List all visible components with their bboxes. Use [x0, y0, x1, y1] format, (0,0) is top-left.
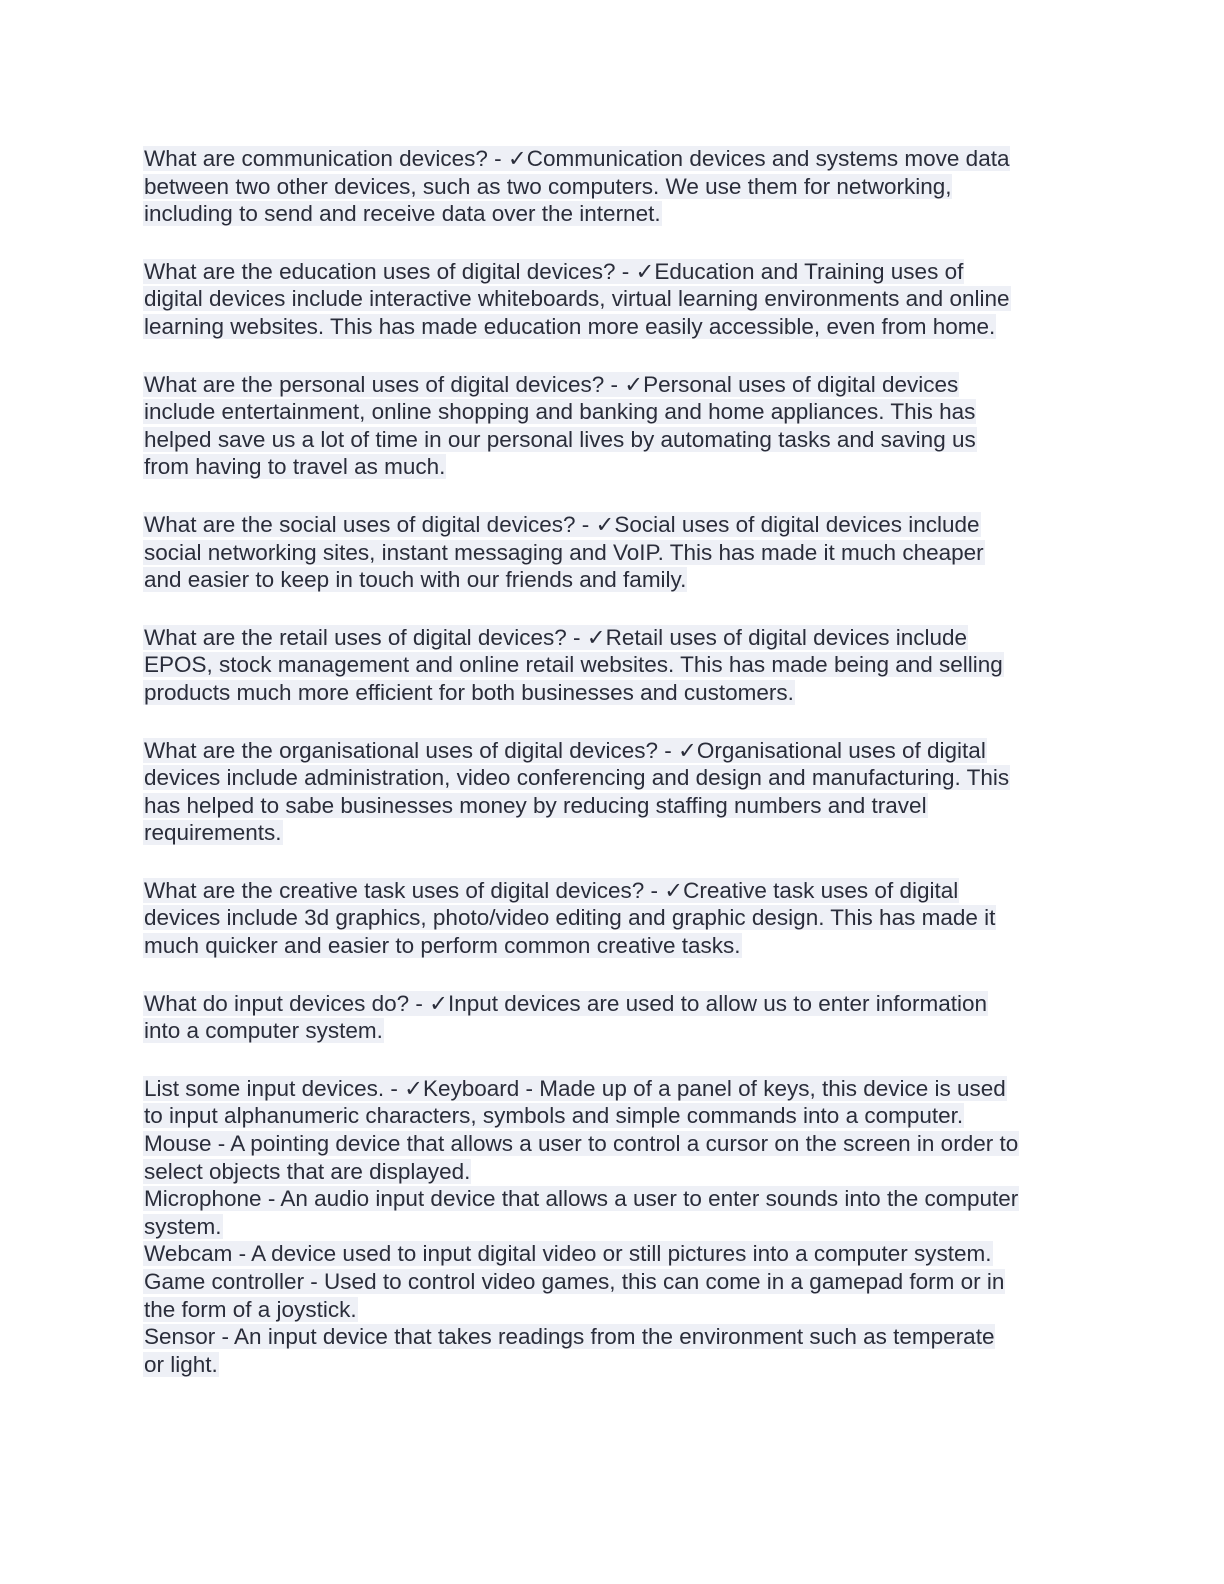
- text-line: learning websites. This has made education more easily accessible, even from home.: [144, 313, 996, 339]
- text-line: What are the creative task uses of digital devices? - ✓Creative task uses of digital: [144, 877, 959, 903]
- text-line: EPOS, stock management and online retail websites. This has made being and selling: [144, 652, 1003, 678]
- qa-item-social: [143, 511, 1083, 594]
- text-line: What are the organisational uses of digital devices? - ✓Organisational uses of digital: [144, 737, 986, 763]
- text-line: devices include administration, video conferencing and design and manufacturing. This: [144, 765, 1010, 791]
- qa-item-creative: [143, 877, 1083, 960]
- qa-item-input-devices: [143, 990, 1083, 1045]
- qa-item-personal: [143, 371, 1083, 481]
- text-line: devices include 3d graphics, photo/video editing and graphic design. This has made it: [144, 905, 996, 931]
- text-line: digital devices include interactive whiteboards, virtual learning environments and online: [144, 286, 1010, 312]
- text-line: Webcam - A device used to input digital video or still pictures into a computer system.: [144, 1241, 992, 1267]
- text-line: social networking sites, instant messaging and VoIP. This has made it much cheaper: [144, 539, 984, 565]
- text-line: Sensor - An input device that takes readings from the environment such as temperate: [144, 1324, 995, 1350]
- text-line: What are the retail uses of digital devices? - ✓Retail uses of digital devices include: [144, 624, 968, 650]
- text-line: and easier to keep in touch with our friends and family.: [144, 567, 687, 593]
- text-line: helped save us a lot of time in our personal lives by automating tasks and saving us: [144, 426, 976, 452]
- qa-item-education: [143, 258, 1083, 341]
- text-line: or light.: [144, 1351, 218, 1377]
- text-line: What are the social uses of digital devices? - ✓Social uses of digital devices include: [144, 511, 980, 537]
- text-line: including to send and receive data over the internet.: [144, 201, 661, 227]
- text-line: select objects that are displayed.: [144, 1158, 471, 1184]
- text-line: Mouse - A pointing device that allows a user to control a cursor on the screen in order to: [144, 1131, 1019, 1157]
- text-line: between two other devices, such as two computers. We use them for networking,: [144, 173, 952, 199]
- qa-item-organisational: [143, 737, 1083, 847]
- text-line: What are the education uses of digital devices? - ✓Education and Training uses of: [144, 258, 964, 284]
- text-line: the form of a joystick.: [144, 1296, 357, 1322]
- text-line: What do input devices do? - ✓Input devices are used to allow us to enter information: [144, 990, 988, 1016]
- qa-item-retail: [143, 624, 1083, 707]
- text-line: What are the personal uses of digital devices? - ✓Personal uses of digital devices: [144, 371, 959, 397]
- document-page: [143, 145, 1083, 1408]
- text-line: to input alphanumeric characters, symbols and simple commands into a computer.: [144, 1103, 964, 1129]
- text-line: products much more efficient for both businesses and customers.: [144, 679, 794, 705]
- text-line: requirements.: [144, 820, 282, 846]
- qa-item-input-list: [143, 1075, 1083, 1379]
- text-line: Microphone - An audio input device that allows a user to enter sounds into the computer: [144, 1186, 1019, 1212]
- text-line: has helped to sabe businesses money by reducing staffing numbers and travel: [144, 792, 927, 818]
- text-line: into a computer system.: [144, 1018, 383, 1044]
- text-line: What are communication devices? - ✓Communication devices and systems move data: [144, 146, 1010, 171]
- text-line: Game controller - Used to control video games, this can come in a gamepad form or in: [144, 1269, 1005, 1294]
- text-line: system.: [144, 1213, 222, 1239]
- text-line: List some input devices. - ✓Keyboard - Made up of a panel of keys, this device is used: [144, 1075, 1006, 1101]
- text-line: include entertainment, online shopping and banking and home appliances. This has: [144, 399, 976, 425]
- qa-item-communication: [143, 145, 1083, 228]
- text-line: much quicker and easier to perform common creative tasks.: [144, 933, 741, 959]
- text-line: from having to travel as much.: [144, 454, 446, 480]
